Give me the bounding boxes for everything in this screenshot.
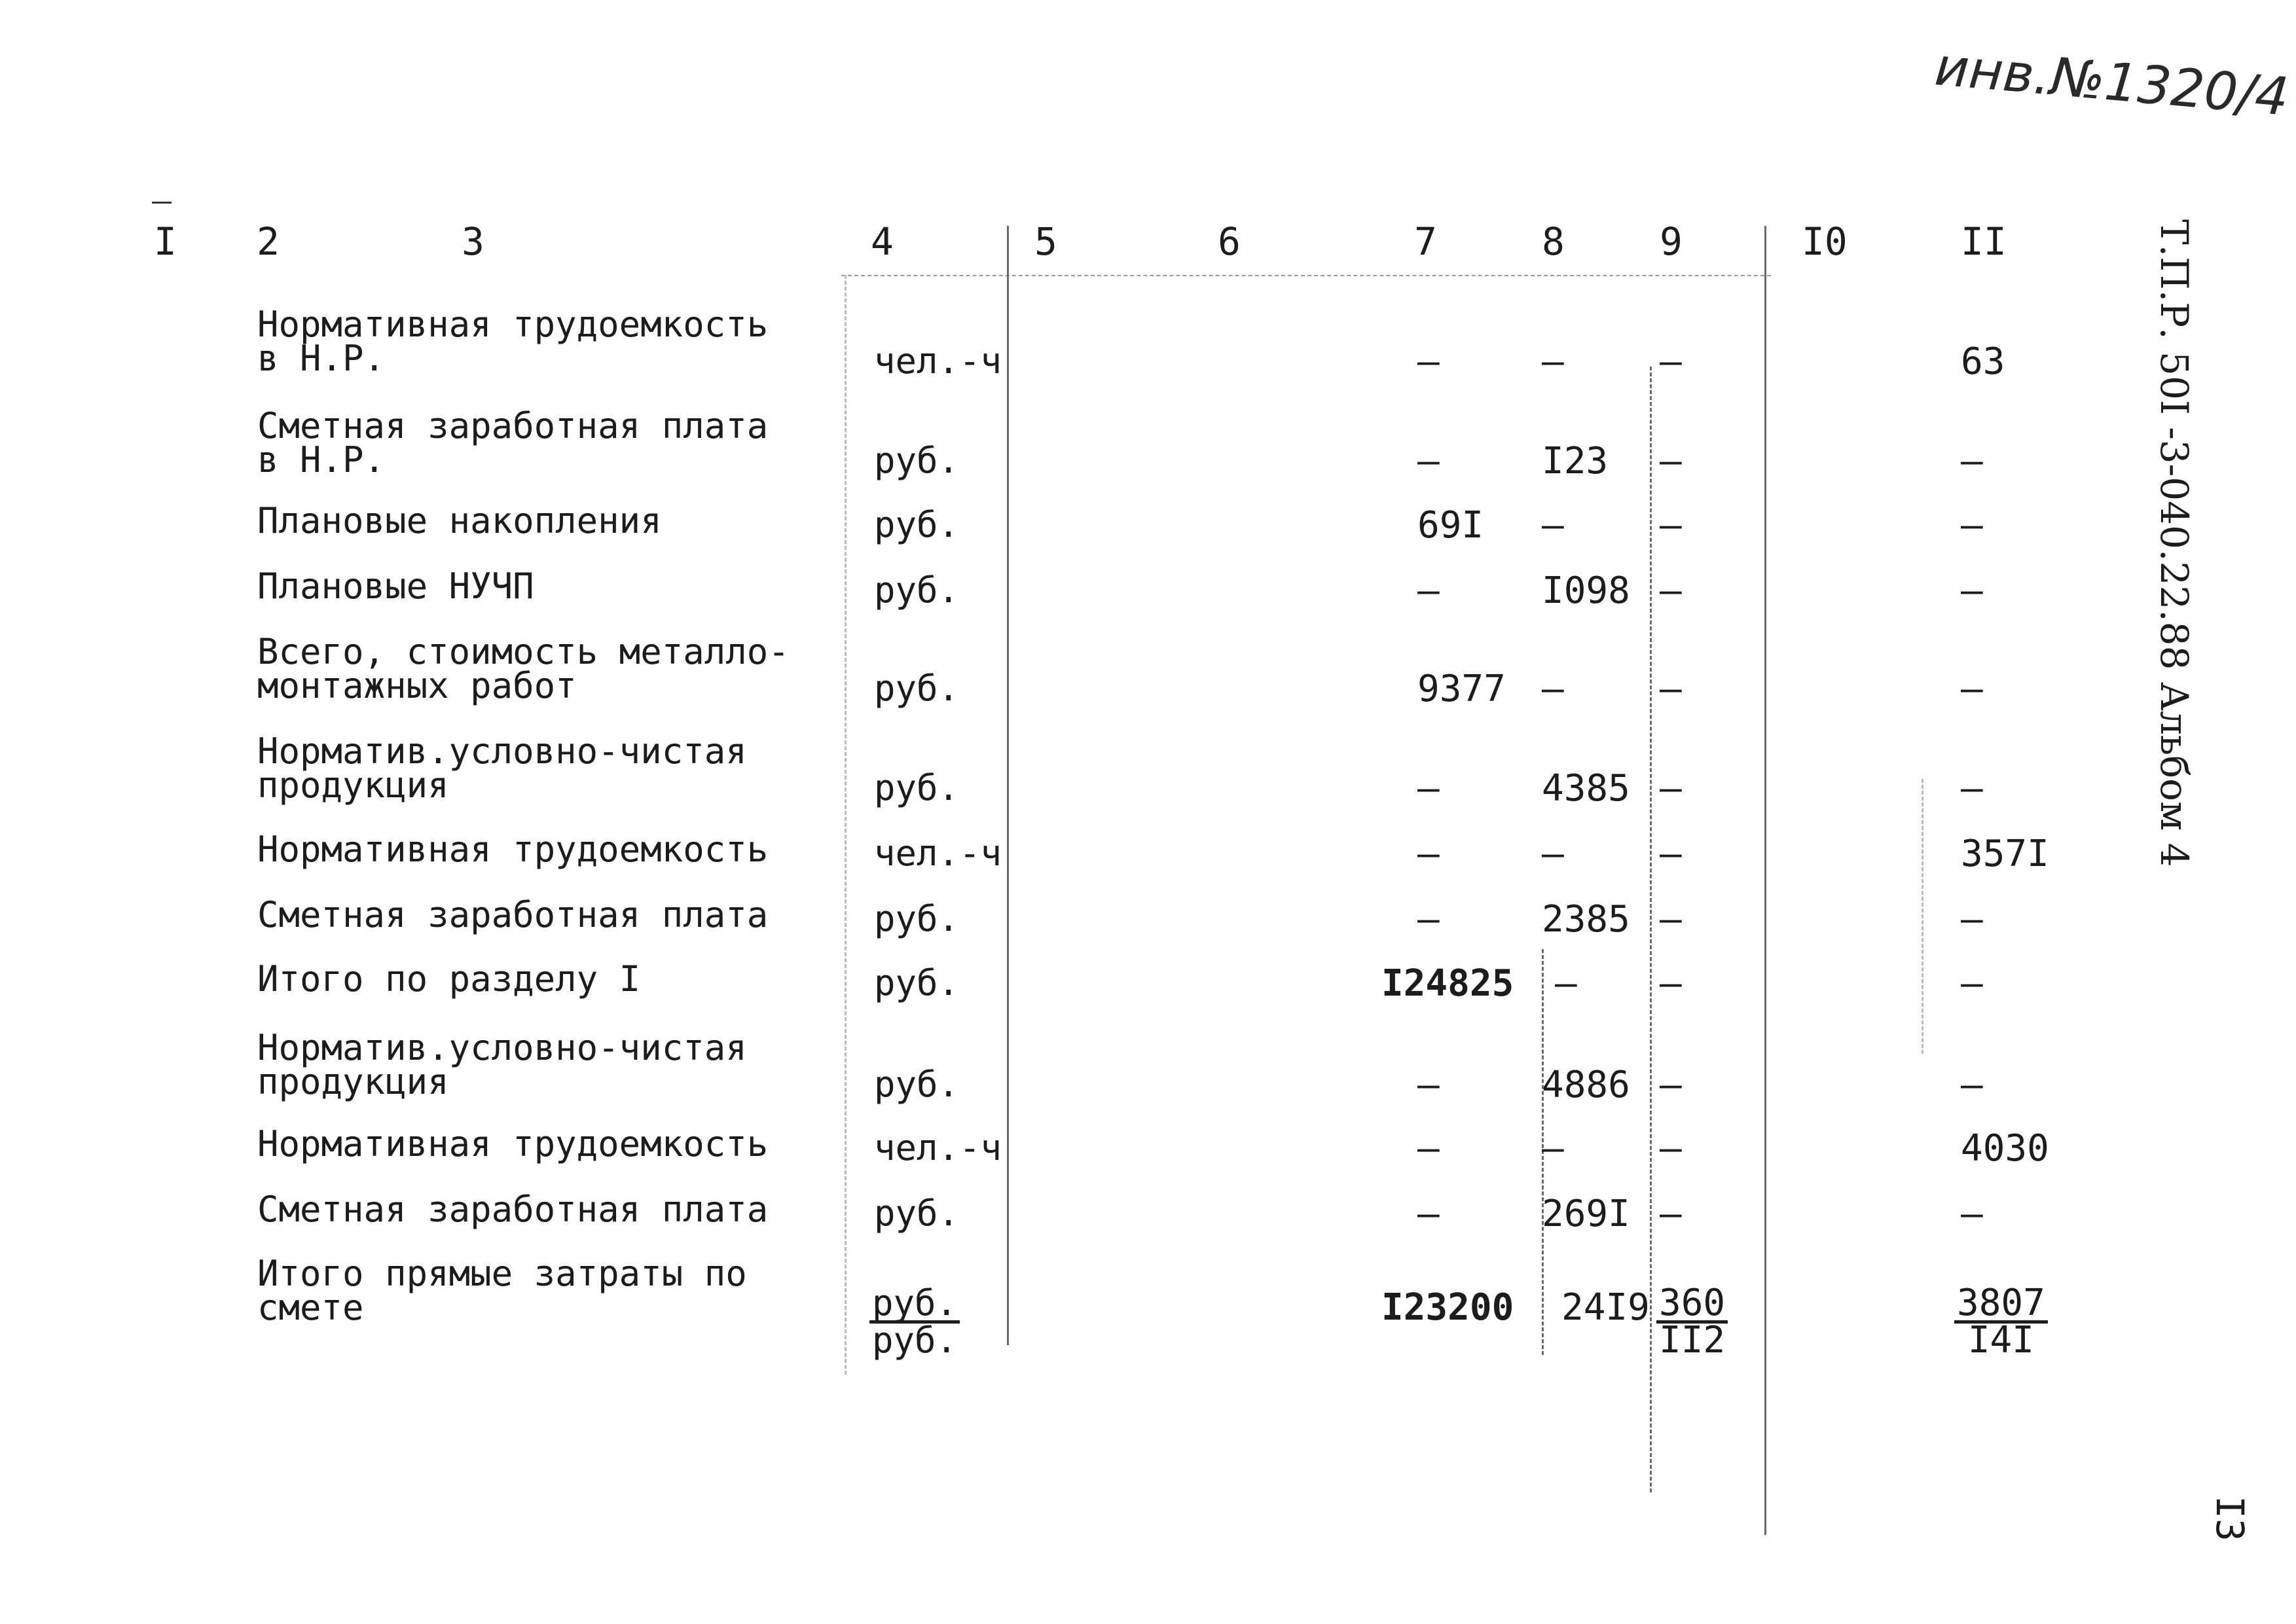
- total-col8: 24I9: [1561, 1286, 1650, 1329]
- row-unit: чел.-ч: [874, 340, 1002, 382]
- row-label: Нормативная трудоемкость: [257, 1123, 769, 1164]
- col-header-4: 4: [871, 219, 894, 264]
- col-header-7: 7: [1414, 219, 1437, 264]
- cell-col9: –: [1660, 668, 1682, 710]
- cell-col8: –: [1542, 504, 1564, 547]
- header-mark: [152, 202, 172, 204]
- row-unit: руб.: [874, 1064, 960, 1105]
- cell-col11: –: [1961, 569, 1983, 612]
- cell-col8: –: [1542, 340, 1564, 383]
- cell-col9: –: [1660, 1064, 1682, 1106]
- cell-col11: –: [1961, 668, 1983, 710]
- cell-col7: –: [1417, 767, 1440, 810]
- col-header-5: 5: [1034, 219, 1057, 264]
- row-unit: руб.: [874, 1193, 960, 1234]
- col-header-6: 6: [1218, 219, 1241, 264]
- row-label: Итого по разделу I: [257, 958, 641, 1000]
- cell-col9: –: [1660, 767, 1682, 810]
- cell-col8: 269I: [1542, 1193, 1630, 1235]
- col-header-9: 9: [1660, 219, 1683, 264]
- col-header-8: 8: [1542, 219, 1565, 264]
- cell-col7: –: [1417, 1193, 1440, 1235]
- cell-col9: –: [1660, 962, 1682, 1005]
- col-header-3: 3: [462, 219, 484, 264]
- cell-col9: –: [1660, 504, 1682, 547]
- col-header-2: 2: [257, 219, 280, 264]
- cell-col8: 4886: [1542, 1064, 1630, 1106]
- inventory-note: инв.№1320/4: [1932, 36, 2291, 128]
- column-rule-10-11: [1922, 779, 1923, 1054]
- cell-col8: –: [1542, 668, 1564, 710]
- col-header-10: I0: [1802, 219, 1848, 264]
- row-label: Плановые НУЧП: [257, 566, 534, 607]
- column-rule-8-9: [1650, 367, 1652, 1492]
- row-label: Нормативная трудоемкость в Н.Р.: [257, 304, 769, 379]
- col-header-1: I: [154, 219, 177, 264]
- cell-col7: 9377: [1417, 668, 1506, 710]
- cell-col9: –: [1660, 1193, 1682, 1235]
- cell-col11: 63: [1961, 340, 2005, 383]
- cell-col8: 2385: [1542, 898, 1630, 941]
- column-rule-9-10: [1764, 226, 1766, 1535]
- row-unit: руб.: [874, 440, 960, 481]
- cell-col11: –: [1961, 962, 1983, 1005]
- cell-col7: –: [1417, 1127, 1440, 1170]
- cell-col9: –: [1660, 833, 1682, 875]
- header-rule: [841, 275, 1771, 276]
- row-label: Всего, стоимость металло- монтажных работ: [257, 631, 790, 706]
- cell-col11: –: [1961, 1193, 1983, 1235]
- cell-col7: –: [1417, 833, 1440, 875]
- total-unit: руб. руб.: [869, 1286, 960, 1358]
- cell-col7: 69I: [1417, 504, 1484, 547]
- cell-col11: –: [1961, 504, 1983, 547]
- row-unit: чел.-ч: [874, 1127, 1002, 1168]
- cell-col11: –: [1961, 767, 1983, 810]
- row-label: Сметная заработная плата в Н.Р.: [257, 405, 769, 480]
- row-unit: руб.: [874, 668, 960, 709]
- total-label: Итого прямые затраты по смете: [257, 1253, 747, 1328]
- row-label: Сметная заработная плата: [257, 1189, 769, 1230]
- total-col11: $\frac{3807}{I4I}$: [1954, 1286, 2048, 1358]
- total-col9: $\frac{360}{II2}$: [1656, 1286, 1728, 1358]
- row-unit: руб.: [874, 569, 960, 611]
- row-label: Нормативная трудоемкость: [257, 829, 769, 870]
- cell-col9: –: [1660, 340, 1682, 383]
- row-label: Плановые накопления: [257, 500, 662, 541]
- cell-col9: –: [1660, 440, 1682, 482]
- cell-col7: –: [1417, 340, 1440, 383]
- column-rule-4-5: [1007, 226, 1009, 1345]
- cell-col7: I24825: [1381, 962, 1514, 1005]
- col-header-11: II: [1961, 219, 2007, 264]
- row-label: Норматив.условно-чистая продукция: [257, 731, 747, 806]
- row-unit: руб.: [874, 898, 960, 939]
- cell-col7: –: [1417, 440, 1440, 482]
- cell-col8: I23: [1542, 440, 1609, 482]
- cell-col9: –: [1660, 569, 1682, 612]
- cell-col8: –: [1542, 1127, 1564, 1170]
- cell-col11: 4030: [1961, 1127, 2049, 1170]
- cell-col7: –: [1417, 1064, 1440, 1106]
- row-label: Норматив.условно-чистая продукция: [257, 1027, 747, 1102]
- column-rule-3-4: [845, 275, 847, 1375]
- row-unit: руб.: [874, 504, 960, 545]
- row-unit: руб.: [874, 962, 960, 1003]
- cell-col11: –: [1961, 1064, 1983, 1106]
- cell-col8: 4385: [1542, 767, 1630, 810]
- document-code: Т.П.Р. 50I -3-040.22.88 Альбом 4: [2152, 219, 2196, 867]
- cell-col8: I098: [1542, 569, 1630, 612]
- cell-col7: –: [1417, 898, 1440, 941]
- total-col7: I23200: [1381, 1286, 1514, 1329]
- cell-col7: –: [1417, 569, 1440, 612]
- cell-col8: –: [1555, 962, 1577, 1005]
- row-unit: руб.: [874, 767, 960, 808]
- row-unit: чел.-ч: [874, 833, 1002, 874]
- cell-col11: –: [1961, 440, 1983, 482]
- row-label: Сметная заработная плата: [257, 894, 769, 935]
- cell-col8: –: [1542, 833, 1564, 875]
- cell-col11: 357I: [1961, 833, 2049, 875]
- cell-col9: –: [1660, 1127, 1682, 1170]
- cell-col9: –: [1660, 898, 1682, 941]
- cell-col11: –: [1961, 898, 1983, 941]
- page-number: I3: [2208, 1496, 2252, 1542]
